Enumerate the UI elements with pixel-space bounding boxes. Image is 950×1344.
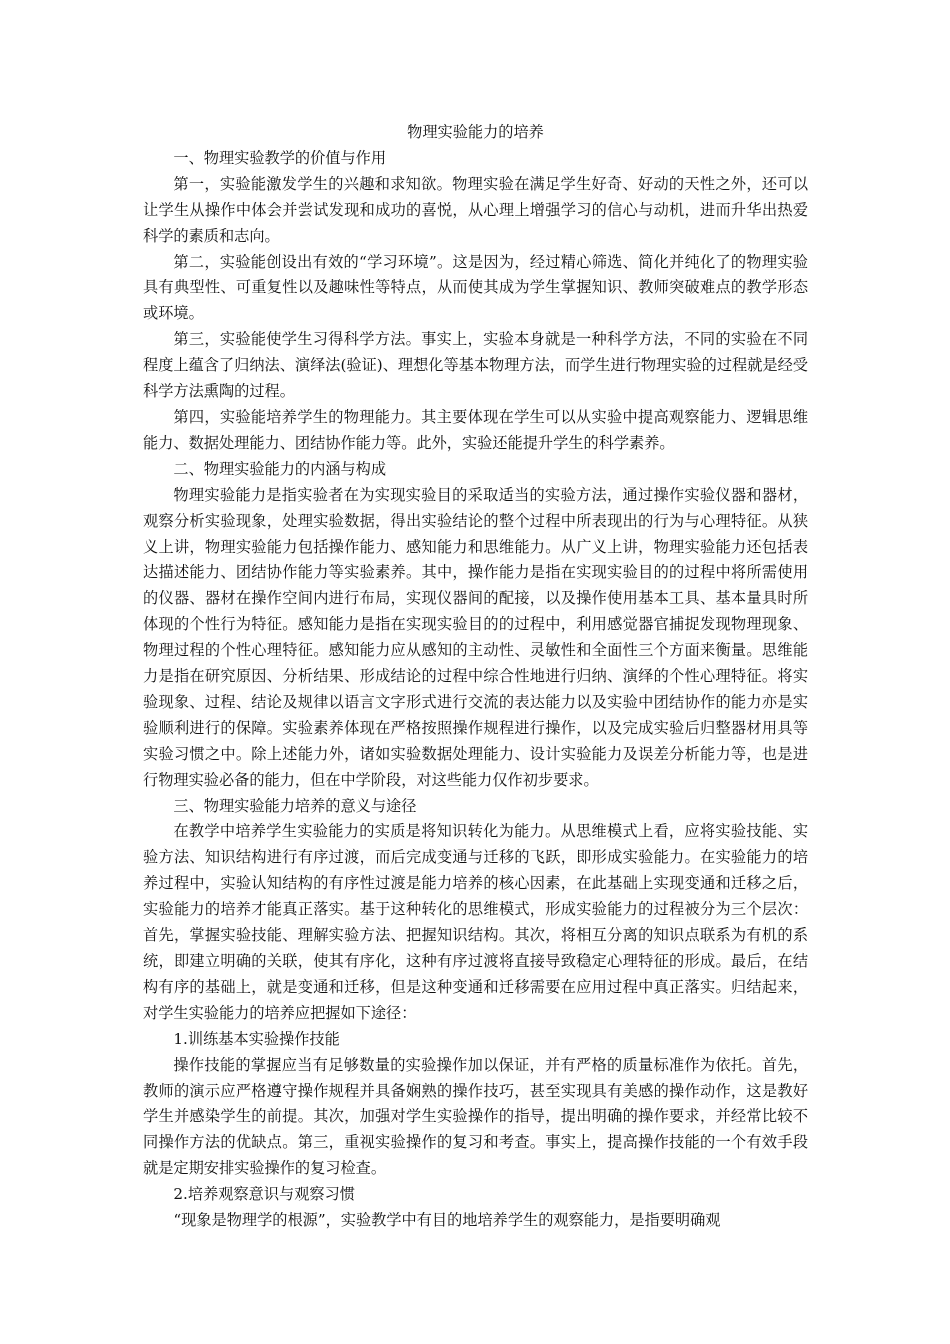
paragraph: 物理实验能力是指实验者在为实现实验目的采取适当的实验方法，通过操作实验仪器和器材，观察分析实验现象，处理实验数据，得出实验结论的整个过程中所表现出的行为与心理特征。从狭义上讲，物理实验能力包括操作能力、感知能力和思维能力。从广义上讲，物理实验能力还包括表达描述能力、团结协作能力等实验素养。其中，操作能力是指在实现实验目的的过程中将所需使用的仪器、器材在操作空间内进行布局，实现仪器间的配接，以及操作使用基本工具、基本量具时所体现的个性行为特征。感知能力是指在实现实验目的的过程中，利用感觉器官捕捉发现物理现象、物理过程的个性心理特征。感知能力应从感知的主动性、灵敏性和全面性三个方面来衡量。思维能力是指在研究原因、分析结果、形成结论的过程中综合性地进行归纳、演绎的个性心理特征。将实验现象、过程、结论及规律以语言文字形式进行交流的表达能力以及实验中团结协作的能力亦是实验顺利进行的保障。实验素养体现在严格按照操作规程进行操作，以及完成实验后归整器材用具等实验习惯之中。除上述能力外，诸如实验数据处理能力、设计实验能力及误差分析能力等，也是进行物理实验必备的能力，但在中学阶段，对这些能力仅作初步要求。 [143, 485, 808, 789]
paragraph: 第四，实验能培养学生的物理能力。其主要体现在学生可以从实验中提高观察能力、逻辑思维能力、数据处理能力、团结协作能力等。此外，实验还能提升学生的科学素养。 [143, 407, 808, 452]
paragraph: 操作技能的掌握应当有足够数量的实验操作加以保证，并有严格的质量标准作为依托。首先，教师的演示应严格遵守操作规程并具备娴熟的操作技巧，甚至实现具有美感的操作动作，这是教好学生并感染学生的前提。其次，加强对学生实验操作的指导，提出明确的操作要求，并经常比较不同操作方法的优缺点。第三，重视实验操作的复习和考查。事实上，提高操作技能的一个有效手段就是定期安排实验操作的复习检查。 [143, 1055, 808, 1178]
paragraph: “现象是物理学的根源”，实验教学中有目的地培养学生的观察能力，是指要明确观 [173, 1211, 721, 1230]
section-heading-2: 二、物理实验能力的内涵与构成 [173, 459, 387, 478]
subsection-heading-1: 1.训练基本实验操作技能 [173, 1029, 340, 1048]
subsection-heading-2: 2.培养观察意识与观察习惯 [173, 1185, 355, 1204]
paragraph: 在教学中培养学生实验能力的实质是将知识转化为能力。从思维模式上看，应将实验技能、实验方法、知识结构进行有序过渡，而后完成变通与迁移的飞跃，即形成实验能力。在实验能力的培养过程中，实验认知结构的有序性过渡是能力培养的核心因素，在此基础上实现变通和迁移之后，实验能力的培养才能真正落实。基于这种转化的思维模式，形成实验能力的过程被分为三个层次：首先，掌握实验技能、理解实验方法、把握知识结构。其次，将相互分离的知识点联系为有机的系统，即建立明确的关联，使其有序化，这种有序过渡将直接导致稳定心理特征的形成。最后，在结构有序的基础上，就是变通和迁移，但是这种变通和迁移需要在应用过程中真正落实。归结起来，对学生实验能力的培养应把握如下途径： [143, 822, 808, 1022]
section-heading-3: 三、物理实验能力培养的意义与途径 [173, 796, 417, 815]
paragraph: 第一，实验能激发学生的兴趣和求知欲。物理实验在满足学生好奇、好动的天性之外，还可以让学生从操作中体会并尝试发现和成功的喜悦，从心理上增强学习的信心与动机，进而升华出热爱科学的素质和志向。 [143, 174, 808, 245]
paragraph: 第三，实验能使学生习得科学方法。事实上，实验本身就是一种科学方法，不同的实验在不同程度上蕴含了归纳法、演绎法(验证)、理想化等基本物理方法，而学生进行物理实验的过程就是经受科学方法熏陶的过程。 [143, 330, 808, 401]
paragraph: 第二，实验能创设出有效的“学习环境”。这是因为，经过精心筛选、简化并纯化了的物理实验具有典型性、可重复性以及趣味性等特点，从而使其成为学生掌握知识、教师突破难点的教学形态或环境。 [143, 252, 808, 323]
document-title: 物理实验能力的培养 [407, 123, 544, 141]
document-page [143, 120, 808, 1234]
section-heading-1: 一、物理实验教学的价值与作用 [173, 148, 387, 167]
